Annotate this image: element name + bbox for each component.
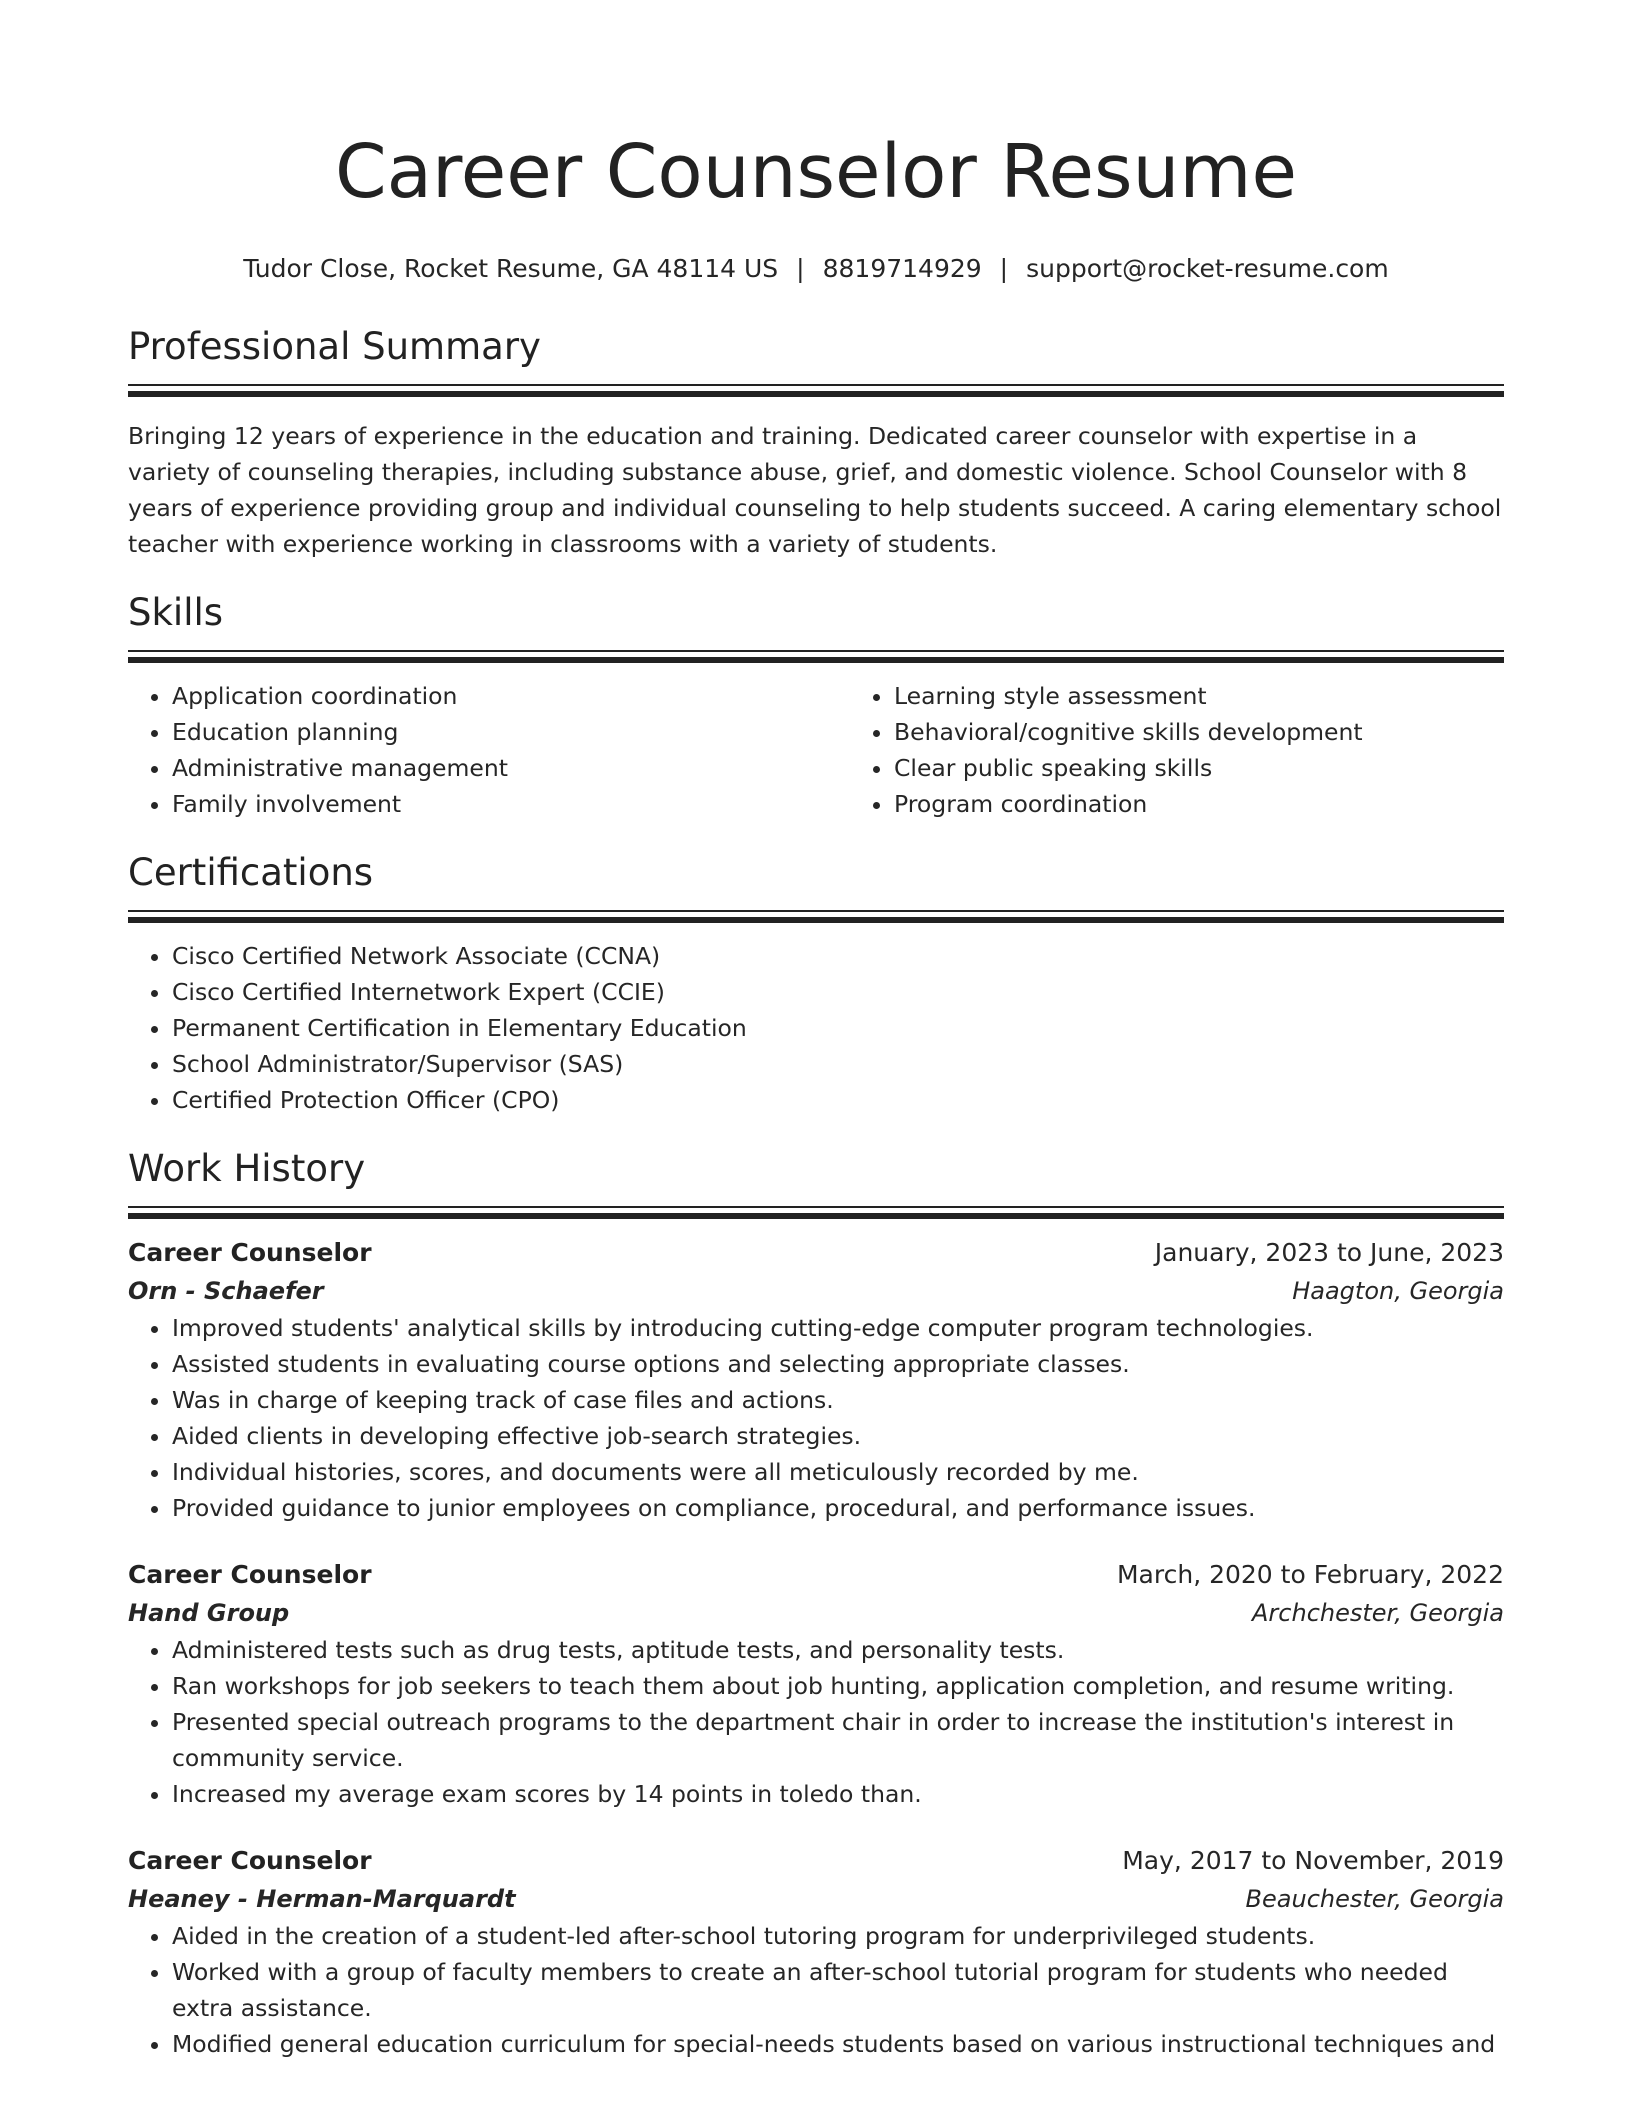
page-title: Career Counselor Resume bbox=[334, 129, 1298, 215]
separator: | bbox=[796, 254, 805, 283]
certification-item: • Cisco Certified Network Associate (CCNA) bbox=[172, 938, 1504, 974]
job-location: Haagton, Georgia bbox=[1292, 1277, 1504, 1305]
skill-item: • Family involvement bbox=[172, 786, 850, 822]
section-rule bbox=[128, 910, 1504, 924]
job-entry bbox=[128, 1556, 1504, 1812]
section-rule bbox=[128, 384, 1504, 398]
job-bullet: • Modified general education curriculum for special-needs students based on various instructional techniques and bbox=[172, 2026, 1504, 2062]
certifications-list bbox=[128, 938, 1504, 1118]
skills-section bbox=[128, 590, 1504, 822]
job-bullets bbox=[128, 1918, 1504, 2062]
skill-item: • Application coordination bbox=[172, 678, 850, 714]
address: Tudor Close, Rocket Resume, GA 48114 US bbox=[243, 254, 779, 283]
job-dates: March, 2020 to February, 2022 bbox=[1116, 1560, 1504, 1589]
section-heading-work-history: Work History bbox=[128, 1147, 366, 1190]
job-bullet: • Ran workshops for job seekers to teach them about job hunting, application completion, and resume writing. bbox=[172, 1668, 1504, 1704]
skills-right-list bbox=[850, 678, 1572, 822]
certification-item: • School Administrator/Supervisor (SAS) bbox=[172, 1046, 1504, 1082]
phone: 8819714929 bbox=[822, 254, 982, 283]
job-company: Hand Group bbox=[128, 1599, 290, 1627]
job-company: Heaney - Herman-Marquardt bbox=[128, 1885, 516, 1913]
job-entry bbox=[128, 1234, 1504, 1526]
job-bullet: • Improved students' analytical skills by introducing cutting-edge computer program technologies. bbox=[172, 1310, 1504, 1346]
job-location: Archchester, Georgia bbox=[1252, 1599, 1504, 1627]
skill-item: • Administrative management bbox=[172, 750, 850, 786]
work-history-section bbox=[128, 1146, 1504, 2062]
skills-left-list bbox=[128, 678, 850, 822]
job-bullet: • Administered tests such as drug tests, aptitude tests, and personality tests. bbox=[172, 1632, 1504, 1668]
separator: | bbox=[999, 254, 1009, 283]
skill-item: • Clear public speaking skills bbox=[894, 750, 1572, 786]
email: support@rocket-resume.com bbox=[1026, 254, 1389, 283]
section-heading-summary: Professional Summary bbox=[128, 325, 541, 368]
job-company: Orn - Schaefer bbox=[128, 1277, 324, 1305]
job-bullet: • Was in charge of keeping track of case files and actions. bbox=[172, 1382, 1504, 1418]
skill-item: • Program coordination bbox=[894, 786, 1572, 822]
section-heading-skills: Skills bbox=[128, 591, 224, 634]
job-bullet: • Presented special outreach programs to the department chair in order to increase the institution's interest in community service. bbox=[172, 1704, 1504, 1776]
job-bullet: • Individual histories, scores, and documents were all meticulously recorded by me. bbox=[172, 1454, 1504, 1490]
summary-text: Bringing 12 years of experience in the education and training. Dedicated career counselor with expertise in a variety of counseling therapies, including substance abuse, grief, and domestic violence. School Counselor with 8 years of experience providing group and individual counseling to help students succeed. A caring elementary school teacher with experience working in classrooms with a variety of students. bbox=[128, 422, 1502, 558]
job-location: Beauchester, Georgia bbox=[1245, 1885, 1504, 1913]
skill-item: • Behavioral/cognitive skills development bbox=[894, 714, 1572, 750]
skill-item: • Learning style assessment bbox=[894, 678, 1572, 714]
job-bullet: • Increased my average exam scores by 14 points in toledo than. bbox=[172, 1776, 1504, 1812]
section-rule bbox=[128, 650, 1504, 664]
certifications-section bbox=[128, 850, 1504, 1118]
job-bullets bbox=[128, 1310, 1504, 1526]
skill-item: • Education planning bbox=[172, 714, 850, 750]
certification-item: • Certified Protection Officer (CPO) bbox=[172, 1082, 1504, 1118]
job-bullet: • Aided in the creation of a student-led after-school tutoring program for underprivileged students. bbox=[172, 1918, 1504, 1954]
job-dates: January, 2023 to June, 2023 bbox=[1154, 1238, 1504, 1267]
job-bullet: • Provided guidance to junior employees on compliance, procedural, and performance issues. bbox=[172, 1490, 1504, 1526]
skills-grid bbox=[128, 678, 1504, 822]
resume-page bbox=[128, 0, 1504, 2062]
job-bullets bbox=[128, 1632, 1504, 1812]
job-dates: May, 2017 to November, 2019 bbox=[1122, 1846, 1504, 1875]
section-heading-certifications: Certifications bbox=[128, 851, 374, 894]
job-title: Career Counselor bbox=[128, 1846, 372, 1875]
job-bullet: • Worked with a group of faculty members to create an after-school tutorial program for students who needed extra assistance. bbox=[172, 1954, 1504, 2026]
contact-line bbox=[128, 252, 1504, 286]
certification-item: • Cisco Certified Internetwork Expert (CCIE) bbox=[172, 974, 1504, 1010]
section-rule bbox=[128, 1206, 1504, 1220]
job-bullet: • Aided clients in developing effective job-search strategies. bbox=[172, 1418, 1504, 1454]
summary-section bbox=[128, 324, 1504, 562]
certification-item: • Permanent Certification in Elementary Education bbox=[172, 1010, 1504, 1046]
job-title: Career Counselor bbox=[128, 1238, 372, 1267]
job-entry bbox=[128, 1842, 1504, 2062]
job-bullet: • Assisted students in evaluating course options and selecting appropriate classes. bbox=[172, 1346, 1504, 1382]
job-title: Career Counselor bbox=[128, 1560, 372, 1589]
